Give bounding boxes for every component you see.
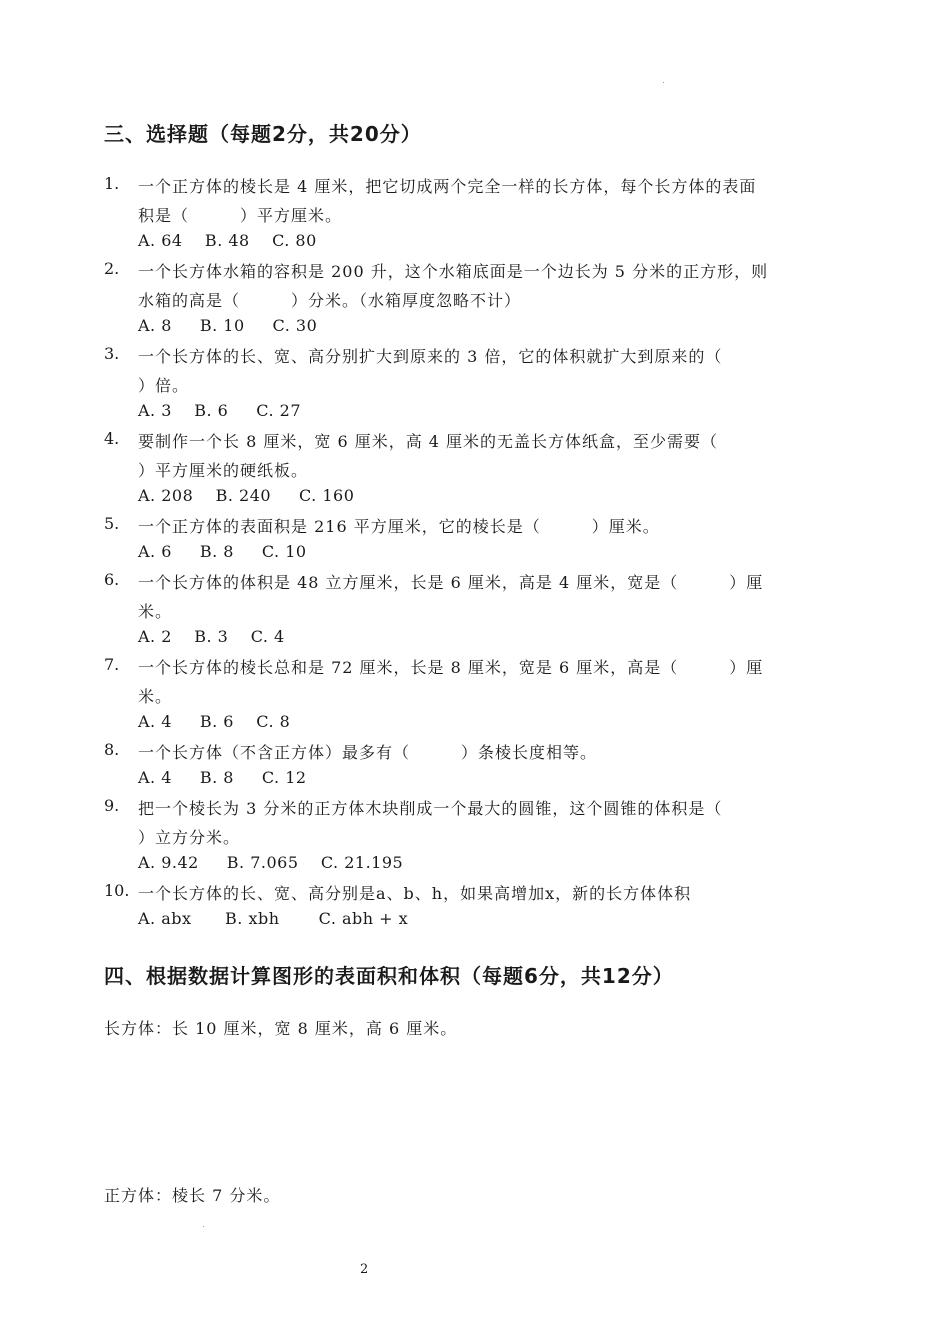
question-text: 一个长方体的棱长总和是 72 厘米，长是 8 厘米，宽是 6 厘米，高是（ ）厘 [138,658,764,677]
question-text: 米。 [138,602,173,621]
question-options: A. 4 B. 6 C. 8 [138,712,291,731]
question-text: 一个正方体的棱长是 4 厘米，把它切成两个完全一样的长方体，每个长方体的表面 [138,177,757,196]
question-options: A. 2 B. 3 C. 4 [138,627,285,646]
cuboid-problem: 长方体：长 10 厘米，宽 8 厘米，高 6 厘米。 [104,1019,458,1038]
question-number: 9. [104,796,120,815]
question-number: 7. [104,655,120,674]
question-number: 8. [104,740,120,759]
question-text: 一个正方体的表面积是 216 平方厘米，它的棱长是（ ）厘米。 [138,517,660,536]
section3-heading: 三、选择题（每题2分，共20分） [104,122,422,146]
scan-speck [663,82,664,83]
question-options: A. 8 B. 10 C. 30 [138,316,318,335]
question-number: 4. [104,429,120,448]
question-options: A. 9.42 B. 7.065 C. 21.195 [138,853,404,872]
page-number: 2 [360,1262,369,1277]
question-options: A. 6 B. 8 C. 10 [138,542,307,561]
question-text: 一个长方体的长、宽、高分别扩大到原来的 3 倍，它的体积就扩大到原来的（ [138,347,723,366]
cube-problem: 正方体：棱长 7 分米。 [104,1186,281,1205]
question-text: 一个长方体的长、宽、高分别是a、b、h，如果高增加x，新的长方体体积 [138,884,692,903]
question-text: 一个长方体的体积是 48 立方厘米，长是 6 厘米，高是 4 厘米，宽是（ ）厘 [138,573,764,592]
question-number: 1. [104,174,120,193]
question-text: ）倍。 [138,376,190,395]
question-text: 把一个棱长为 3 分米的正方体木块削成一个最大的圆锥，这个圆锥的体积是（ [138,799,723,818]
question-text: 米。 [138,687,173,706]
question-text: ）平方厘米的硬纸板。 [138,461,309,480]
question-text: 水箱的高是（ ）分米。（水箱厚度忽略不计） [138,291,522,310]
question-options: A. 64 B. 48 C. 80 [138,231,317,250]
question-text: 一个长方体水箱的容积是 200 升，这个水箱底面是一个边长为 5 分米的正方形，则 [138,262,769,281]
scan-speck [203,1226,204,1227]
question-text: 积是（ ）平方厘米。 [138,206,343,225]
question-number: 2. [104,259,120,278]
question-options: A. 4 B. 8 C. 12 [138,768,307,787]
question-number: 6. [104,570,120,589]
question-options: A. abx B. xbh C. abh + x [138,909,409,928]
question-text: ）立方分米。 [138,828,241,847]
question-number: 10. [104,881,130,900]
question-options: A. 208 B. 240 C. 160 [138,486,355,505]
question-number: 5. [104,514,120,533]
question-number: 3. [104,344,120,363]
question-text: 要制作一个长 8 厘米，宽 6 厘米，高 4 厘米的无盖长方体纸盒，至少需要（ [138,432,719,451]
question-text: 一个长方体（不含正方体）最多有（ ）条棱长度相等。 [138,743,598,762]
question-options: A. 3 B. 6 C. 27 [138,401,301,420]
section4-heading: 四、根据数据计算图形的表面积和体积（每题6分，共12分） [104,964,674,988]
